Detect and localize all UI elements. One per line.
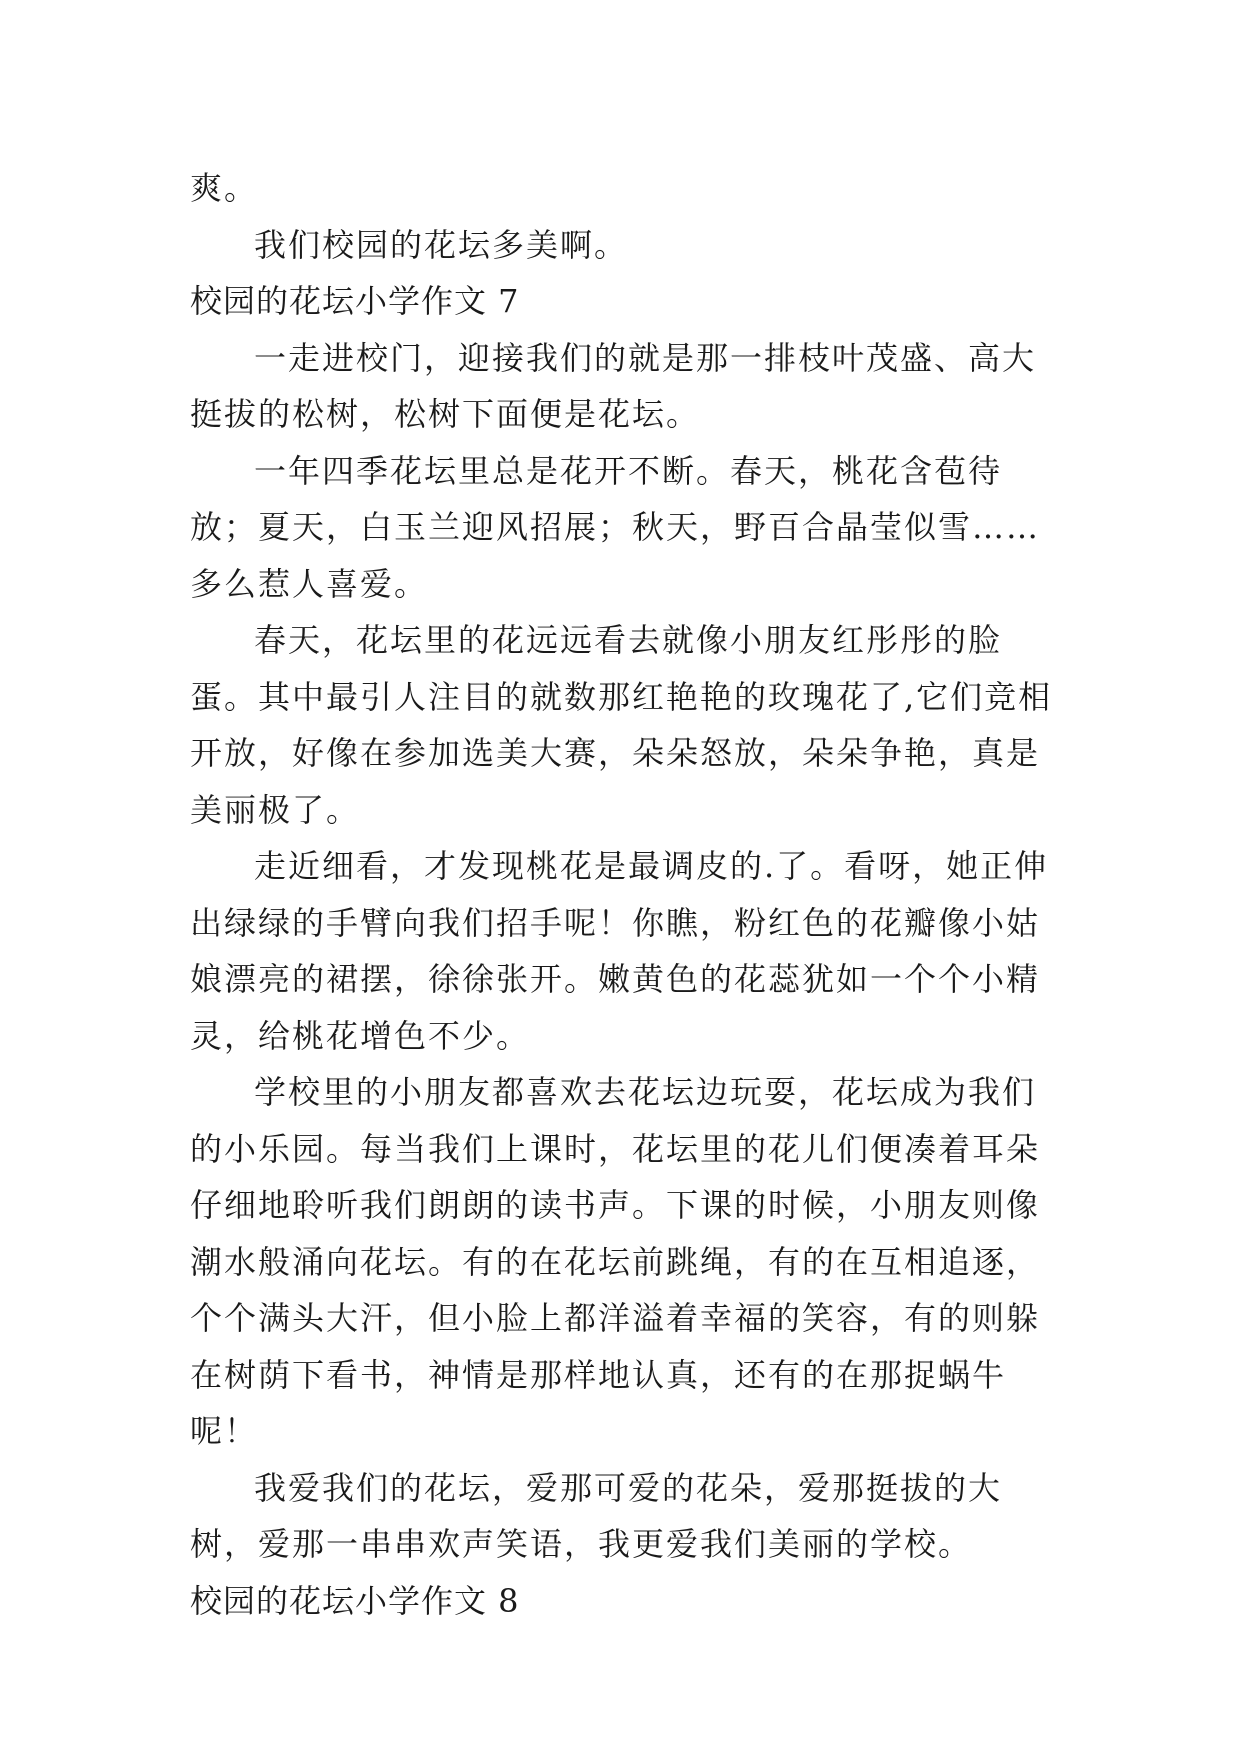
document-body bbox=[190, 160, 1060, 1629]
paragraph-spring: 春天，花坛里的花远远看去就像小朋友红彤彤的脸蛋。其中最引人注目的就数那红艳艳的玫瑰花了,它们竞相开放，好像在参加选美大赛，朵朵怒放，朵朵争艳，真是美丽极了。 bbox=[190, 621, 1053, 829]
paragraph-love-school: 我爱我们的花坛，爱那可爱的花朵，爱那挺拔的大树，爱那一串串欢声笑语，我更爱我们美丽的学校。 bbox=[190, 1468, 1003, 1563]
paragraph-closing: 我们校园的花坛多美啊。 bbox=[254, 225, 629, 264]
paragraph-continuation: 爽。 bbox=[190, 169, 259, 207]
paragraph-four-seasons: 一年四季花坛里总是花开不断。春天，桃花含苞待放；夏天，白玉兰迎风招展；秋天，野百合晶莹似雪……多么惹人喜爱。 bbox=[190, 451, 1041, 603]
paragraph-school-gate: 一走进校门，迎接我们的就是那一排枝叶茂盛、高大挺拔的松树，松树下面便是花坛。 bbox=[190, 338, 1037, 433]
essay-heading-7: 校园的花坛小学作文 7 bbox=[190, 282, 520, 320]
essay-heading-8: 校园的花坛小学作文 8 bbox=[190, 1581, 520, 1620]
paragraph-playground: 学校里的小朋友都喜欢去花坛边玩耍，花坛成为我们的小乐园。每当我们上课时，花坛里的花儿们便凑着耳朵仔细地聆听我们朗朗的读书声。下课的时候，小朋友则像潮水般涌向花坛。有的在花坛前跳绳，有的在互相追逐，个个满头大汗，但小脸上都洋溢着幸福的笑容，有的则躲在树荫下看书，神情是那样地认真，还有的在那捉蜗牛呢！ bbox=[190, 1073, 1041, 1450]
paragraph-peach-blossom: 走近细看，才发现桃花是最调皮的.了。看呀，她正伸出绿绿的手臂向我们招手呢！你瞧，粉红色的花瓣像小姑娘漂亮的裙摆，徐徐张开。嫩黄色的花蕊犹如一个个小精灵，给桃花增色不少。 bbox=[190, 847, 1049, 1055]
